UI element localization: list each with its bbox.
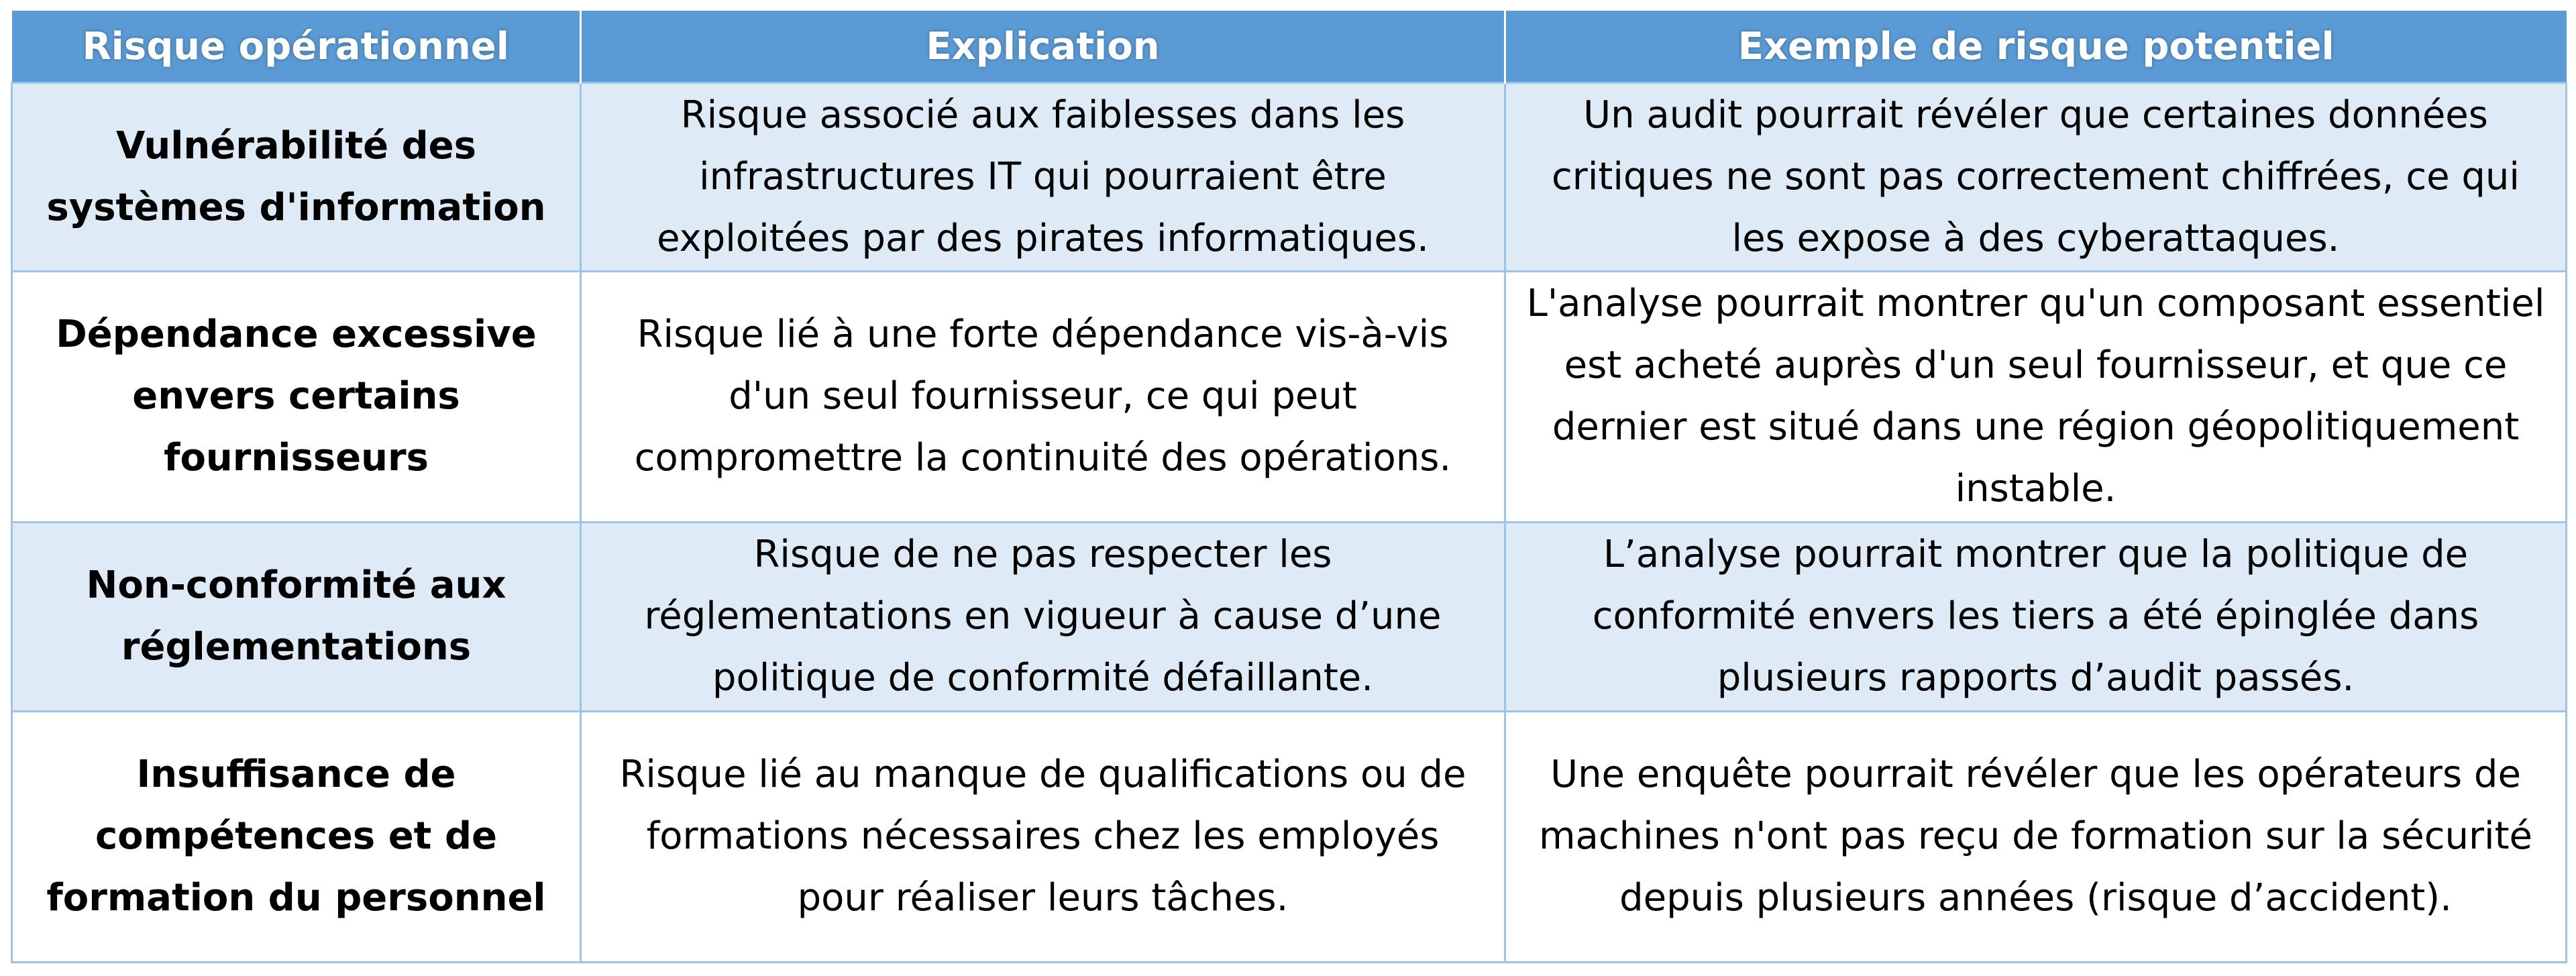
risk-cell: Vulnérabilité des systèmes d'information [12, 83, 581, 272]
example-cell: L’analyse pourrait montrer que la politique de conformité envers les tiers a été épinglée dans plusieurs rapports d’audit passés. [1505, 522, 2567, 711]
explanation-cell: Risque associé aux faiblesses dans les infrastructures IT qui pourraient être exploitées par des pirates informatiques. [581, 83, 1505, 272]
table-row [12, 522, 2567, 711]
risk-cell: Insuffisance de compétences et de formation du personnel [12, 711, 581, 962]
explanation-cell: Risque de ne pas respecter les réglementations en vigueur à cause d’une politique de conformité défaillante. [581, 522, 1505, 711]
header-explanation: Explication [581, 11, 1505, 83]
table-header-row [12, 11, 2567, 83]
risk-table [11, 11, 2567, 963]
risk-cell: Non-conformité aux réglementations [12, 522, 581, 711]
example-cell: Un audit pourrait révéler que certaines données critiques ne sont pas correctement chiffrées, ce qui les expose à des cyberattaques. [1505, 83, 2567, 272]
table-row [12, 711, 2567, 962]
example-cell: L'analyse pourrait montrer qu'un composant essentiel est acheté auprès d'un seul fournisseur, et que ce dernier est situé dans une région géopolitiquement instable. [1505, 271, 2567, 522]
table-row [12, 271, 2567, 522]
risk-cell: Dépendance excessive envers certains fournisseurs [12, 271, 581, 522]
table-row [12, 83, 2567, 272]
explanation-cell: Risque lié au manque de qualifications ou de formations nécessaires chez les employés pour réaliser leurs tâches. [581, 711, 1505, 962]
risk-table-container [11, 11, 2565, 963]
example-cell: Une enquête pourrait révéler que les opérateurs de machines n'ont pas reçu de formation sur la sécurité depuis plusieurs années (risque d’accident). [1505, 711, 2567, 962]
header-example: Exemple de risque potentiel [1505, 11, 2567, 83]
header-risk: Risque opérationnel [12, 11, 581, 83]
explanation-cell: Risque lié à une forte dépendance vis-à-vis d'un seul fournisseur, ce qui peut compromettre la continuité des opérations. [581, 271, 1505, 522]
